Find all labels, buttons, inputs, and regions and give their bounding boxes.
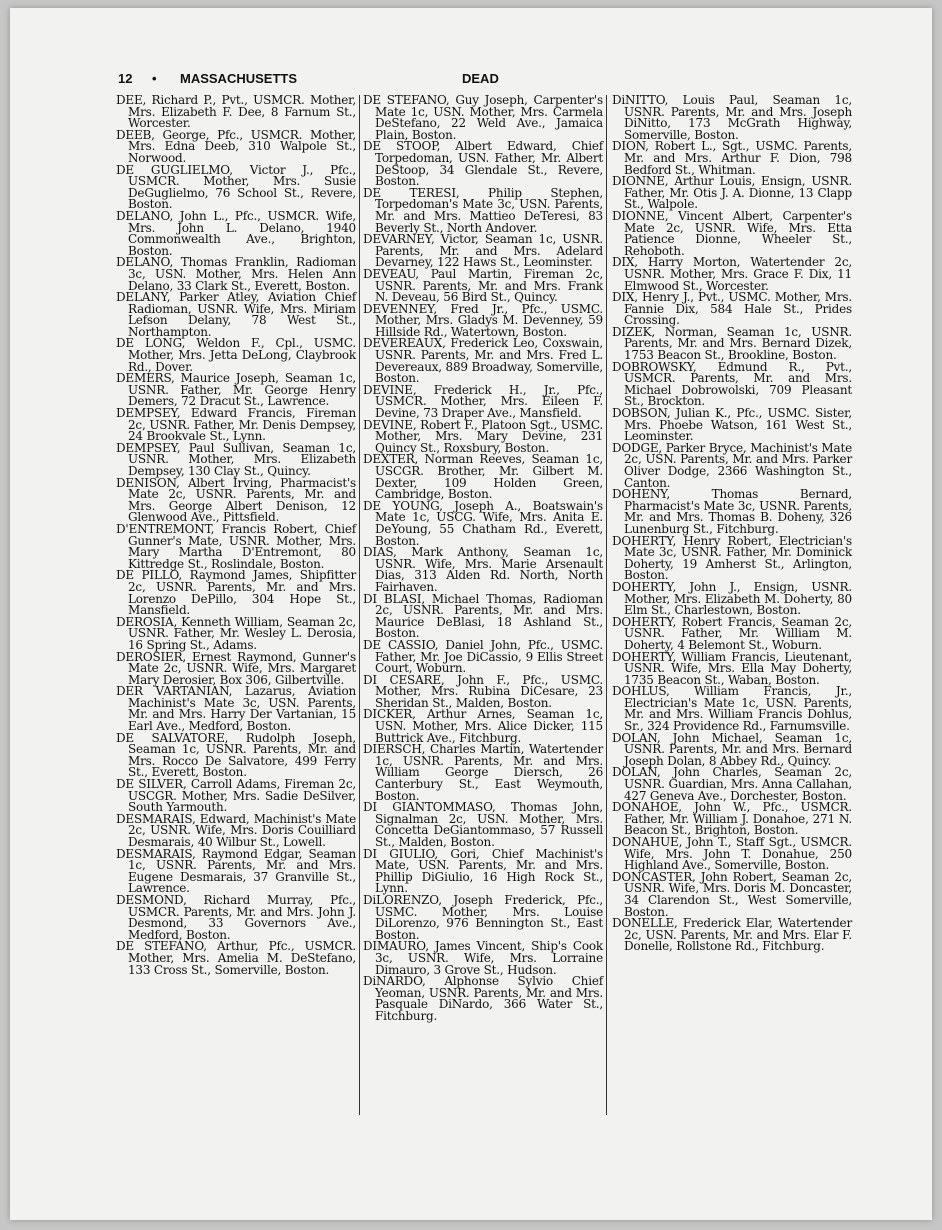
section-heading: DEAD — [462, 71, 499, 86]
column-left — [116, 95, 356, 976]
casualty-entry: DE SILVER, Carroll Adams, Fireman 2c, USCGR. Mother, Mrs. Sadie DeSilver, South Yarmouth. — [116, 777, 356, 815]
casualty-entry: DONCASTER, John Robert, Seaman 2c, USNR. Wife, Mrs. Doris M. Doncaster, 34 Clarendon St., West Somerville, Boston. — [612, 869, 852, 919]
casualty-entry: DIONNE, Vincent Albert, Carpenter's Mate 2c, USNR. Wife, Mrs. Etta Patience Dionne, Wheeler St., Rehoboth. — [612, 208, 852, 258]
casualty-entry: DEVINE, Robert F., Platoon Sgt., USMC. Mother, Mrs. Mary Devine, 231 Quincy St., Roxsbury, Boston. — [363, 417, 603, 455]
casualty-entry: DEMPSEY, Paul Sullivan, Seaman 1c, USNR. Mother, Mrs. Elizabeth Dempsey, 130 Clay St., Quincy. — [116, 440, 356, 478]
casualty-entry: DELANO, John L., Pfc., USMCR. Wife, Mrs. John L. Delano, 1940 Commonwealth Ave., Brighton, Boston. — [116, 208, 356, 258]
casualty-entry: DOHENY, Thomas Bernard, Pharmacist's Mate 3c, USNR. Parents, Mr. and Mrs. Thomas B. Doheny, 326 Lunenburg St., Fitchburg. — [612, 487, 852, 536]
casualty-entry: DESMARAIS, Raymond Edgar, Seaman 1c, USNR. Parents, Mr. and Mrs. Eugene Desmarais, 37 Granville St., Lawrence. — [116, 846, 356, 896]
casualty-entry: DOBROWSKY, Edmund R., Pvt., USMCR. Parents, Mr. and Mrs. Michael Dobrowolski, 709 Pleasant St., Brockton. — [612, 359, 852, 409]
casualty-entry: DIZEK, Norman, Seaman 1c, USNR. Parents, Mr. and Mrs. Bernard Dizek, 1753 Beacon St., Brookline, Boston. — [612, 324, 852, 363]
casualty-entry: DIAS, Mark Anthony, Seaman 1c, USNR. Wife, Mrs. Marie Arsenault Dias, 313 Alden Rd. North, North Fairhaven. — [363, 545, 603, 594]
column-right — [612, 95, 852, 953]
casualty-entry: DODGE, Parker Bryce, Machinist's Mate 2c, USN. Parents, Mr. and Mrs. Parker Oliver Dodge, 2366 Washington St., Canton. — [612, 440, 852, 490]
page-header — [118, 71, 848, 91]
casualty-entry: DE TERESI, Philip Stephen, Torpedoman's Mate 3c, USN. Parents, Mr. and Mrs. Mattieo DeTeresi, 83 Beverly St., North Andover. — [363, 185, 603, 235]
casualty-entry: DEE, Richard P., Pvt., USMCR. Mother, Mrs. Elizabeth F. Dee, 8 Farnum St., Worcester. — [116, 93, 356, 131]
header-bullet: • — [152, 71, 157, 86]
casualty-entry: DE STOOP, Albert Edward, Chief Torpedoman, USN. Father, Mr. Albert DeStoop, 34 Glendale St., Revere, Boston. — [363, 139, 603, 189]
casualty-entry: DE PILLO, Raymond James, Shipfitter 2c, USNR. Parents, Mr. and Mrs. Lorenzo DePillo, 304 Hope St., Mansfield. — [116, 568, 356, 618]
casualty-entry: DEVENNEY, Fred Jr., Pfc., USMC. Mother, Mrs. Gladys M. Devenney, 59 Hillside Rd., Watertown, Boston. — [363, 301, 603, 339]
casualty-entry: DIX, Harry Morton, Watertender 2c, USNR. Mother, Mrs. Grace F. Dix, 11 Elmwood St., Worcester. — [612, 255, 852, 293]
casualty-entry: DELANO, Thomas Franklin, Radioman 3c, USN. Mother, Mrs. Helen Ann Delano, 33 Clark St., Everett, Boston. — [116, 255, 356, 293]
casualty-entry: DEEB, George, Pfc., USMCR. Mother, Mrs. Edna Deeb, 310 Walpole St., Norwood. — [116, 127, 356, 165]
casualty-entry: DE SALVATORE, Rudolph Joseph, Seaman 1c, USNR. Parents, Mr. and Mrs. Rocco De Salvatore, 499 Ferry St., Everett, Boston. — [116, 730, 356, 780]
casualty-entry: DEXTER, Norman Reeves, Seaman 1c, USCGR. Brother, Mr. Gilbert M. Dexter, 109 Holden Green, Cambridge, Boston. — [363, 452, 603, 502]
casualty-entry: DEMPSEY, Edward Francis, Fireman 2c, USNR. Father, Mr. Denis Dempsey, 24 Brookvale St., Lynn. — [116, 406, 356, 444]
casualty-entry: DI GIANTOMMASO, Thomas John, Signalman 2c, USN. Mother, Mrs. Concetta DeGiantommaso, 57 Russell St., Malden, Boston. — [363, 800, 603, 849]
casualty-entry: DOHERTY, William Francis, Lieutenant, USNR. Wife, Mrs. Ella May Doherty, 1735 Beacon St., Waban, Boston. — [612, 649, 852, 687]
casualty-entry: DOLAN, John Charles, Seaman 2c, USNR. Guardian, Mrs. Anna Callahan, 427 Geneva Ave., Dorchester, Boston. — [612, 765, 852, 803]
casualty-entry: DIX, Henry J., Pvt., USMC. Mother, Mrs. Fannie Dix, 584 Hale St., Prides Crossing. — [612, 290, 852, 328]
casualty-entry: DONAHOE, John W., Pfc., USMCR. Father, Mr. William J. Donahoe, 271 N. Beacon St., Brighton, Boston. — [612, 800, 852, 838]
casualty-entry: DOHLUS, William Francis, Jr., Electrician's Mate 1c, USN. Parents, Mr. and Mrs. William Francis Dohlus, Sr., 324 Providence Rd., Farnumsville. — [612, 684, 852, 734]
casualty-entry: DI CESARE, John F., Pfc., USMC. Mother, Mrs. Rubina DiCesare, 23 Sheridan St., Malden, Boston. — [363, 672, 603, 710]
casualty-entry: DEVEAU, Paul Martin, Fireman 2c, USNR. Parents, Mr. and Mrs. Frank N. Deveau, 56 Bird St., Quincy. — [363, 266, 603, 305]
casualty-entry: DICKER, Arthur Arnes, Seaman 1c, USN. Mother, Mrs. Alice Dicker, 115 Buttrick Ave., Fitchburg. — [363, 707, 603, 745]
casualty-entry: DEROSIER, Ernest Raymond, Gunner's Mate 2c, USNR. Wife, Mrs. Margaret Mary Derosier, Box 306, Gilbertville. — [116, 649, 356, 687]
casualty-entry: DESMARAIS, Edward, Machinist's Mate 2c, USNR. Wife, Mrs. Doris Couilliard Desmarais, 40 Wilbur St., Lowell. — [116, 811, 356, 849]
casualty-entry: DOLAN, John Michael, Seaman 1c, USNR. Parents, Mr. and Mrs. Bernard Joseph Dolan, 8 Abbey Rd., Quincy. — [612, 730, 852, 768]
casualty-entry: DONAHUE, John T., Staff Sgt., USMCR. Wife, Mrs. John T. Donahue, 250 Highland Ave., Somerville, Boston. — [612, 835, 852, 873]
casualty-entry: DEROSIA, Kenneth William, Seaman 2c, USNR. Father, Mr. Wesley L. Derosia, 16 Spring St., Adams. — [116, 614, 356, 652]
column-divider — [606, 95, 607, 1115]
casualty-entry: DEVINE, Frederick H., Jr., Pfc., USMCR. Mother, Mrs. Eileen F. Devine, 73 Draper Ave., Mansfield. — [363, 382, 603, 421]
casualty-entry: DENISON, Albert Irving, Pharmacist's Mate 2c, USNR. Parents, Mr. and Mrs. George Albert Denison, 12 Glenwood Ave., Pittsfield. — [116, 475, 356, 525]
casualty-entry: DER VARTANIAN, Lazarus, Aviation Machinist's Mate 3c, USN. Parents, Mr. and Mrs. Harry Der Vartanian, 15 Earl Ave., Medford, Boston. — [116, 684, 356, 734]
casualty-entry: DEVARNEY, Victor, Seaman 1c, USNR. Parents, Mr. and Mrs. Adelard Devarney, 122 Haws St., Leominster. — [363, 232, 603, 270]
casualty-entry: DELANY, Parker Atley, Aviation Chief Radioman, USNR. Wife, Mrs. Miriam Lefson Delany, 78 West St., Northampton. — [116, 290, 356, 339]
casualty-entry: DOHERTY, Robert Francis, Seaman 2c, USNR. Father, Mr. William M. Doherty, 4 Belemont St., Woburn. — [612, 614, 852, 652]
casualty-entry: D'ENTREMONT, Francis Robert, Chief Gunner's Mate, USNR. Mother, Mrs. Mary Martha D'Entremont, 80 Kittredge St., Roslindale, Boston. — [116, 521, 356, 571]
casualty-entry: DEMERS, Maurice Joseph, Seaman 1c, USNR. Father, Mr. George Henry Demers, 72 Dracut St., Lawrence. — [116, 371, 356, 409]
state-heading: MASSACHUSETTS — [180, 71, 298, 86]
column-divider — [359, 95, 360, 1115]
casualty-entry: DOBSON, Julian K., Pfc., USMC. Sister, Mrs. Phoebe Watson, 161 West St., Leominster. — [612, 406, 852, 444]
casualty-entry: DE YOUNG, Joseph A., Boatswain's Mate 1c, USCG. Wife, Mrs. Anita E. DeYoung, 55 Chatham Rd., Everett, Boston. — [363, 498, 603, 548]
casualty-entry: DIONNE, Arthur Louis, Ensign, USNR. Father, Mr. Otis J. A. Dionne, 13 Clapp St., Walpole. — [612, 174, 852, 212]
casualty-entry: DE STEFANO, Arthur, Pfc., USMCR. Mother, Mrs. Amelia M. DeStefano, 133 Cross St., Somerville, Boston. — [116, 939, 356, 977]
casualty-entry: DONELLE, Frederick Elar, Watertender 2c, USN. Parents, Mr. and Mrs. Elar F. Donelle, Rollstone Rd., Fitchburg. — [612, 916, 852, 954]
casualty-entry: DE GUGLIELMO, Victor J., Pfc., USMCR. Mother, Mrs. Susie DeGuglielmo, 76 School St., Revere, Boston. — [116, 162, 356, 212]
casualty-entry: DE STEFANO, Guy Joseph, Carpenter's Mate 1c, USN. Mother, Mrs. Carmela DeStefano, 22 Weld Ave., Jamaica Plain, Boston. — [363, 93, 603, 142]
page-number: 12 — [118, 71, 133, 86]
casualty-entry: DEVEREAUX, Frederick Leo, Coxswain, USNR. Parents, Mr. and Mrs. Fred L. Devereaux, 889 Broadway, Somerville, Boston. — [363, 336, 603, 386]
casualty-entry: DOHERTY, Henry Robert, Electrician's Mate 3c, USNR. Father, Mr. Dominick Doherty, 19 Amherst St., Arlington, Boston. — [612, 533, 852, 583]
casualty-entry: DIMAURO, James Vincent, Ship's Cook 3c, USNR. Wife, Mrs. Lorraine Dimauro, 3 Grove St., Hudson. — [363, 939, 603, 977]
column-middle — [363, 95, 603, 1023]
casualty-entry: DiNITTO, Louis Paul, Seaman 1c, USNR. Parents, Mr. and Mrs. Joseph DiNitto, 173 McGrath Highway, Somerville, Boston. — [612, 93, 852, 142]
casualty-entry: DESMOND, Richard Murray, Pfc., USMCR. Parents, Mr. and Mrs. John J. Desmond, 33 Governors Ave., Medford, Boston. — [116, 892, 356, 942]
casualty-entry: DION, Robert L., Sgt., USMC. Parents, Mr. and Mrs. Arthur F. Dion, 798 Bedford St., Whitman. — [612, 139, 852, 177]
casualty-entry: DI BLASI, Michael Thomas, Radioman 2c, USNR. Parents, Mr. and Mrs. Maurice DeBlasi, 18 Ashland St., Boston. — [363, 591, 603, 641]
casualty-entry: DIERSCH, Charles Martin, Watertender 1c, USNR. Parents, Mr. and Mrs. William George Diersch, 26 Canterbury St., East Weymouth, Boston. — [363, 742, 603, 803]
casualty-entry: DiNARDO, Alphonse Sylvio Chief Yeoman, USNR. Parents, Mr. and Mrs. Pasquale DiNardo, 366 Water St., Fitchburg. — [363, 974, 603, 1023]
casualty-entry: DI GIULIO, Gori, Chief Machinist's Mate, USN. Parents, Mr. and Mrs. Phillip DiGiulio, 16 High Rock St., Lynn. — [363, 846, 603, 896]
casualty-entry: DOHERTY, John J., Ensign, USNR. Mother, Mrs. Elizabeth M. Doherty, 80 Elm St., Charlestown, Boston. — [612, 579, 852, 618]
casualty-entry: DE LONG, Weldon F., Cpl., USMC. Mother, Mrs. Jetta DeLong, Claybrook Rd., Dover. — [116, 336, 356, 374]
casualty-entry: DE CASSIO, Daniel John, Pfc., USMC. Father, Mr. Joe DiCassio, 9 Ellis Street Court, Woburn. — [363, 637, 603, 676]
casualty-entry: DiLORENZO, Joseph Frederick, Pfc., USMC. Mother, Mrs. Louise DiLorenzo, 976 Bennington St., East Boston. — [363, 892, 603, 942]
